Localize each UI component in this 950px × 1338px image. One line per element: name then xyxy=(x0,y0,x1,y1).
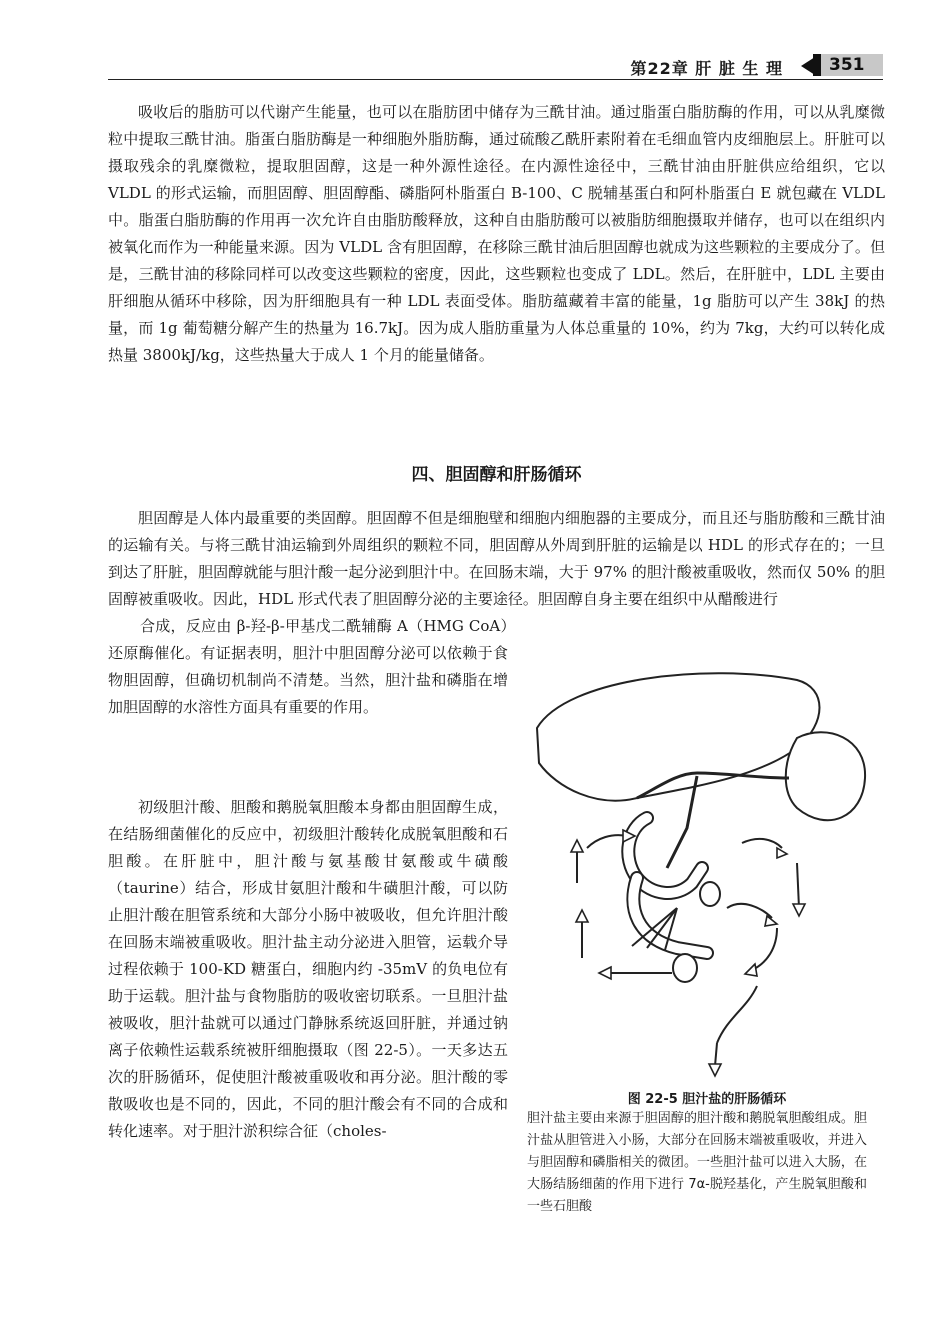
chapter-title: 第22章 肝 脏 生 理 xyxy=(630,59,783,78)
page-number-bar xyxy=(813,54,821,76)
enterohepatic-circulation-figure xyxy=(527,668,887,1078)
page-number: 351 xyxy=(829,55,865,75)
liver-shape xyxy=(537,673,820,800)
arrow-exit xyxy=(715,1043,717,1066)
arrow-to-liver xyxy=(587,835,627,848)
figure-caption-title: 图 22-5 胆汁盐的肝肠循环 xyxy=(627,1092,787,1107)
paragraph-lipid-metabolism: 吸收后的脂肪可以代谢产生能量，也可以在脂肪团中储存为三酰甘油。通过脂蛋白脂肪酶的作用，可以从乳糜微粒中提取三酰甘油。脂蛋白脂肪酶是一种细胞外脂肪酶，通过硫酸乙酰肝素附着在毛细血管内皮细胞层上。肝脏可以摄取残余的乳糜微粒，提取胆固醇，这是一种外源性途径。在内源性途径中，三酰甘油由肝脏供应给组织，它以 VLDL 的形式运输，而胆固醇、胆固醇酯、磷脂阿朴脂蛋白 B-100、C 脱辅基蛋白和阿朴脂蛋白 E 就包藏在 VLDL 中。脂蛋白脂肪酶的作用再一次允许自由脂肪酸释放，这种自由脂肪酸可以被脂肪细胞摄取并储存，也可以在组织内被氧化而作为一种能量来源。因为 VLDL 含有胆固醇，在移除三酰甘油后胆固醇也就成为这些颗粒的主要成分了。但是，三酰甘油的移除同样可以改变这些颗粒的密度，因此，这些颗粒也变成了 LDL。然后，在肝脏中，LDL 主要由肝细胞从循环中移除，因为肝细胞具有一种 LDL 表面受体。脂肪蕴藏着丰富的能量，1g 脂肪可以产生 38kJ 的热量，而 1g 葡萄糖分解产生的热量为 16.7kJ。因为成人脂肪重量为人体总重量的 10%，约为 7kg，大约可以转化成热量 3800kJ/kg，这些热量大于成人 1 个月的能量储备。 xyxy=(108,103,885,364)
enterohepatic-diagram xyxy=(527,668,887,1078)
intestine-lumen-2 xyxy=(673,954,697,982)
paragraph-cholesterol-column: 合成，反应由 β-羟-β-甲基戊二酰辅酶 A（HMG CoA）还原酶催化。有证据表明，胆汁中胆固醇分泌可以依赖于食物胆固醇，但确切机制尚不清楚。当然，胆汁盐和磷脂在增加胆固醇的水溶性方面具有重要的作用。 xyxy=(108,617,508,716)
running-header xyxy=(108,48,883,82)
stomach-shape xyxy=(786,732,865,820)
section-title: 四、胆固醇和肝肠循环 xyxy=(411,465,582,485)
header-rule xyxy=(108,79,883,80)
intestine-lumen-1 xyxy=(700,882,720,906)
paragraph-cholesterol-full: 胆固醇是人体内最重要的类固醇。胆固醇不但是细胞壁和细胞内细胞器的主要成分，而且还与脂肪酸和三酰甘油的运输有关。与将三酰甘油运输到外周组织的颗粒不同，胆固醇从外周到肝脏的运输是以 HDL 的形式存在的；一旦到达了肝脏，胆固醇就能与胆汁酸一起分泌到胆汁中。在回肠末端，大于 97% 的胆汁酸被重吸收，然而仅 50% 的胆固醇被重吸收。因此，HDL 形式代表了胆固醇分泌的主要途径。胆固醇自身主要在组织中从醋酸进行 xyxy=(108,509,885,608)
figure-caption-body: 胆汁盐主要由来源于胆固醇的胆汁酸和鹅脱氧胆酸组成。胆汁盐从胆管进入小肠，大部分在回肠末端被重吸收，并进入与胆固醇和磷脂相关的微团。一些胆汁盐可以进入大肠，在大肠结肠细菌的作用下进行 7α-脱羟基化，产生脱氧胆酸和一些石胆酸 xyxy=(527,1111,867,1214)
page-number-box xyxy=(813,54,883,76)
arrow-curve-1 xyxy=(727,904,772,918)
arrow-down-right-1 xyxy=(797,863,799,908)
paragraph-bile-acids: 初级胆汁酸、胆酸和鹅脱氧胆酸本身都由胆固醇生成，在结肠细菌催化的反应中，初级胆汁酸转化成脱氧胆酸和石胆酸。在肝脏中，胆汁酸与氨基酸甘氨酸或牛磺酸（taurine）结合，形成甘氨胆汁酸和牛磺胆汁酸，可以防止胆汁酸在胆管系统和大部分小肠中被吸收，但允许胆汁酸在回肠末端被重吸收。胆汁盐主动分泌进入胆管，运载介导过程依赖于 100-KD 糖蛋白，细胞内约 -35mV 的负电位有助于运载。胆汁盐与食物脂肪的吸收密切联系。一旦胆汁盐被吸收，胆汁盐就可以通过门静脉系统返回肝脏，并通过钠离子依赖性运载系统被肝细胞摄取（图 22-5）。一天多达五次的肝肠循环，促使胆汁酸被重吸收和再分泌。胆汁酸的零散吸收也是不同的，因此，不同的胆汁酸会有不同的合成和转化速率。对于胆汁淤积综合征（choles- xyxy=(108,798,508,1140)
arrow-right-1 xyxy=(742,839,782,848)
arrow-colon-down xyxy=(717,986,757,1043)
